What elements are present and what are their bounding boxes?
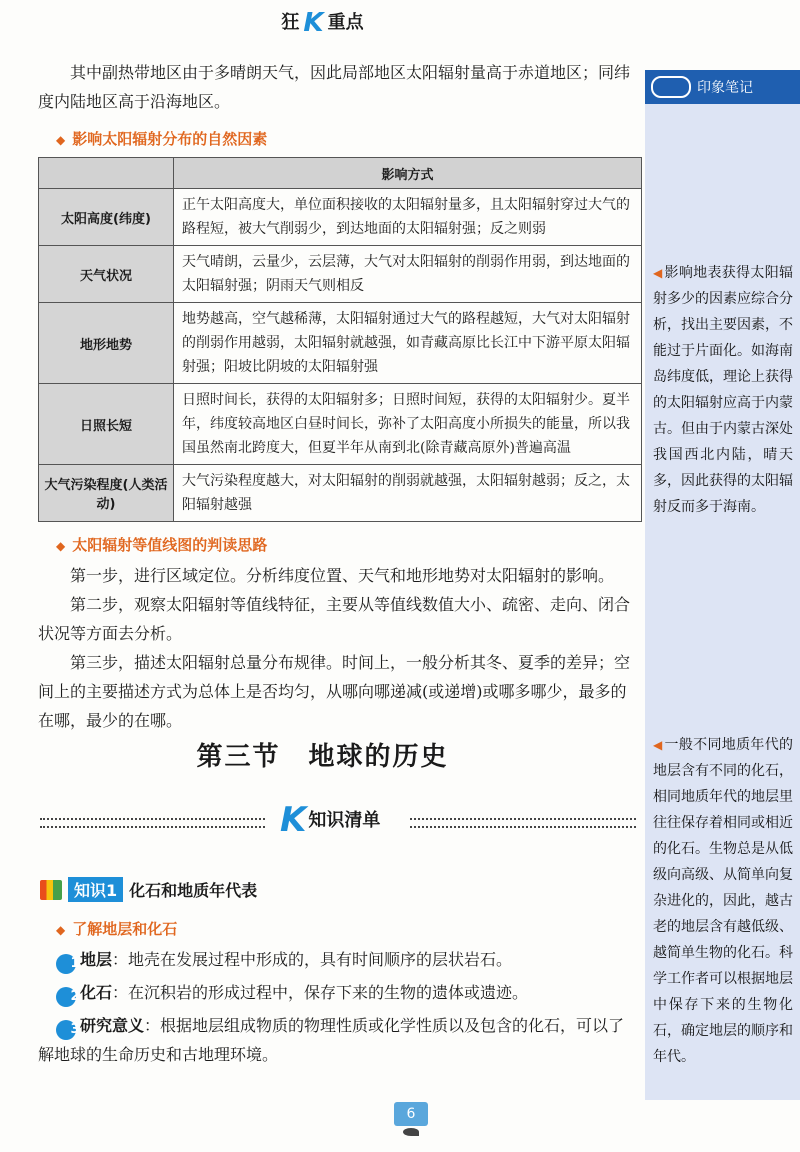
row-text: 正午太阳高度大，单位面积接收的太阳辐射量多，且太阳辐射穿过大气的路程短，被大气削弱少，到达地面的太阳辐射强；反之则弱 xyxy=(174,189,642,246)
step-paragraph: 第二步，观察太阳辐射等值线特征，主要从等值线数值大小、疏密、走向、闭合状况等方面去分析。 xyxy=(38,595,631,643)
number-badge-icon: 2 xyxy=(56,987,76,1007)
triangle-left-icon: ◀ xyxy=(653,266,663,280)
steps-heading: ◆ 太阳辐射等值线图的判读思路 xyxy=(56,534,638,555)
row-header: 大气污染程度(人类活动) xyxy=(39,465,174,522)
divider-left xyxy=(40,818,265,828)
row-text: 大气污染程度越大，对太阳辐射的削弱就越强，太阳辐射越弱；反之，太阳辐射越强 xyxy=(174,465,642,522)
row-header: 日照长短 xyxy=(39,384,174,465)
knowledge-banner xyxy=(40,800,636,842)
triangle-left-icon: ◀ xyxy=(653,738,663,752)
row-text: 日照时间长，获得的太阳辐射多；日照时间短，获得的太阳辐射少。夏半年，纬度较高地区白昼时间长，弥补了太阳高度小所损失的能量，所以我国虽然南北跨度大，但夏半年从南到北(除青藏高原外)普遍高温 xyxy=(174,384,642,465)
knowledge-body xyxy=(38,912,638,1069)
list-item: 1地层：地壳在发展过程中形成的，具有时间顺序的层状岩石。 xyxy=(38,945,638,974)
k-logo-icon: K xyxy=(280,800,307,840)
elephant-icon xyxy=(651,76,691,98)
row-header: 地形地势 xyxy=(39,303,174,384)
factors-table xyxy=(38,157,642,522)
row-header: 太阳高度(纬度) xyxy=(39,189,174,246)
header-right: 重点 xyxy=(327,12,364,33)
step-paragraph: 第一步，进行区域定位。分析纬度位置、天气和地形地势对太阳辐射的影响。 xyxy=(70,566,615,585)
k-logo-icon: K xyxy=(303,8,324,38)
table-row xyxy=(39,384,642,465)
margin-notes xyxy=(645,70,800,1100)
list-item: 2化石：在沉积岩的形成过程中，保存下来的生物的遗体或遗迹。 xyxy=(38,978,638,1007)
bird-icon xyxy=(403,1128,419,1136)
page-number: 6 xyxy=(394,1102,428,1126)
table-row xyxy=(39,246,642,303)
sidebar-header xyxy=(645,70,800,104)
row-text: 地势越高，空气越稀薄，太阳辐射通过大气的路程越短，大气对太阳辐射的削弱作用越弱，太阳辐射就越强，如青藏高原比长江中下游平原太阳辐射强；阳坡比阴坡的太阳辐射强 xyxy=(174,303,642,384)
main-column xyxy=(38,58,638,735)
book-icon xyxy=(40,880,62,900)
intro-paragraph: 其中副热带地区由于多晴朗天气，因此局部地区太阳辐射量高于赤道地区；同纬度内陆地区高于沿海地区。 xyxy=(38,63,631,111)
knowledge-title-text: 化石和地质年代表 xyxy=(129,881,258,900)
note-2: ◀ 一般不同地质年代的地层含有不同的化石，相同地质年代的地层里往往保存着相同或相近的化石。生物总是从低级向高级、从简单向复杂进化的，因此，越古老的地层含有越低级、越简单生物的化石。科学工作者可以根据地层中保存下来的生物化石，确定地层的顺序和年代。 xyxy=(653,737,794,1065)
number-badge-icon: 1 xyxy=(56,954,76,974)
knowledge-subheading: ◆ 了解地层和化石 xyxy=(56,918,638,939)
table-row xyxy=(39,189,642,246)
note-1: ◀ 影响地表获得太阳辐射多少的因素应综合分析，找出主要因素，不能过于片面化。如海南岛纬度低，理论上获得的太阳辐射应高于内蒙古。但由于内蒙古深处我国西北内陆，晴天多，因此获得的太阳辐射反而多于海南。 xyxy=(653,265,794,515)
knowledge-tag: 知识1 xyxy=(68,877,123,902)
sidebar-title: 印象笔记 xyxy=(697,80,753,96)
table-corner xyxy=(39,158,174,189)
knowledge-title xyxy=(40,877,257,902)
table-row xyxy=(39,303,642,384)
section-title: 第三节 地球的历史 xyxy=(196,742,449,772)
row-header: 天气状况 xyxy=(39,246,174,303)
step-paragraph: 第三步，描述太阳辐射总量分布规律。时间上，一般分析其冬、夏季的差异；空间上的主要描述方式为总体上是否均匀，从哪向哪递减(或递增)或哪多哪少，最多的在哪，最少的在哪。 xyxy=(38,653,631,730)
number-badge-icon: 3 xyxy=(56,1020,76,1040)
row-text: 天气晴朗，云量少，云层薄，大气对太阳辐射的削弱作用弱，到达地面的太阳辐射强；阴雨天气则相反 xyxy=(174,246,642,303)
table-col-header: 影响方式 xyxy=(174,158,642,189)
divider-right xyxy=(410,818,636,828)
factors-heading: ◆ 影响太阳辐射分布的自然因素 xyxy=(56,128,638,149)
running-header xyxy=(0,8,645,38)
header-left: 狂 xyxy=(281,12,300,33)
table-row xyxy=(39,465,642,522)
list-item: 3研究意义：根据地层组成物质的物理性质或化学性质以及包含的化石，可以了解地球的生命历史和古地理环境。 xyxy=(38,1016,625,1064)
knowledge-banner-label: K知识清单 xyxy=(280,800,381,840)
